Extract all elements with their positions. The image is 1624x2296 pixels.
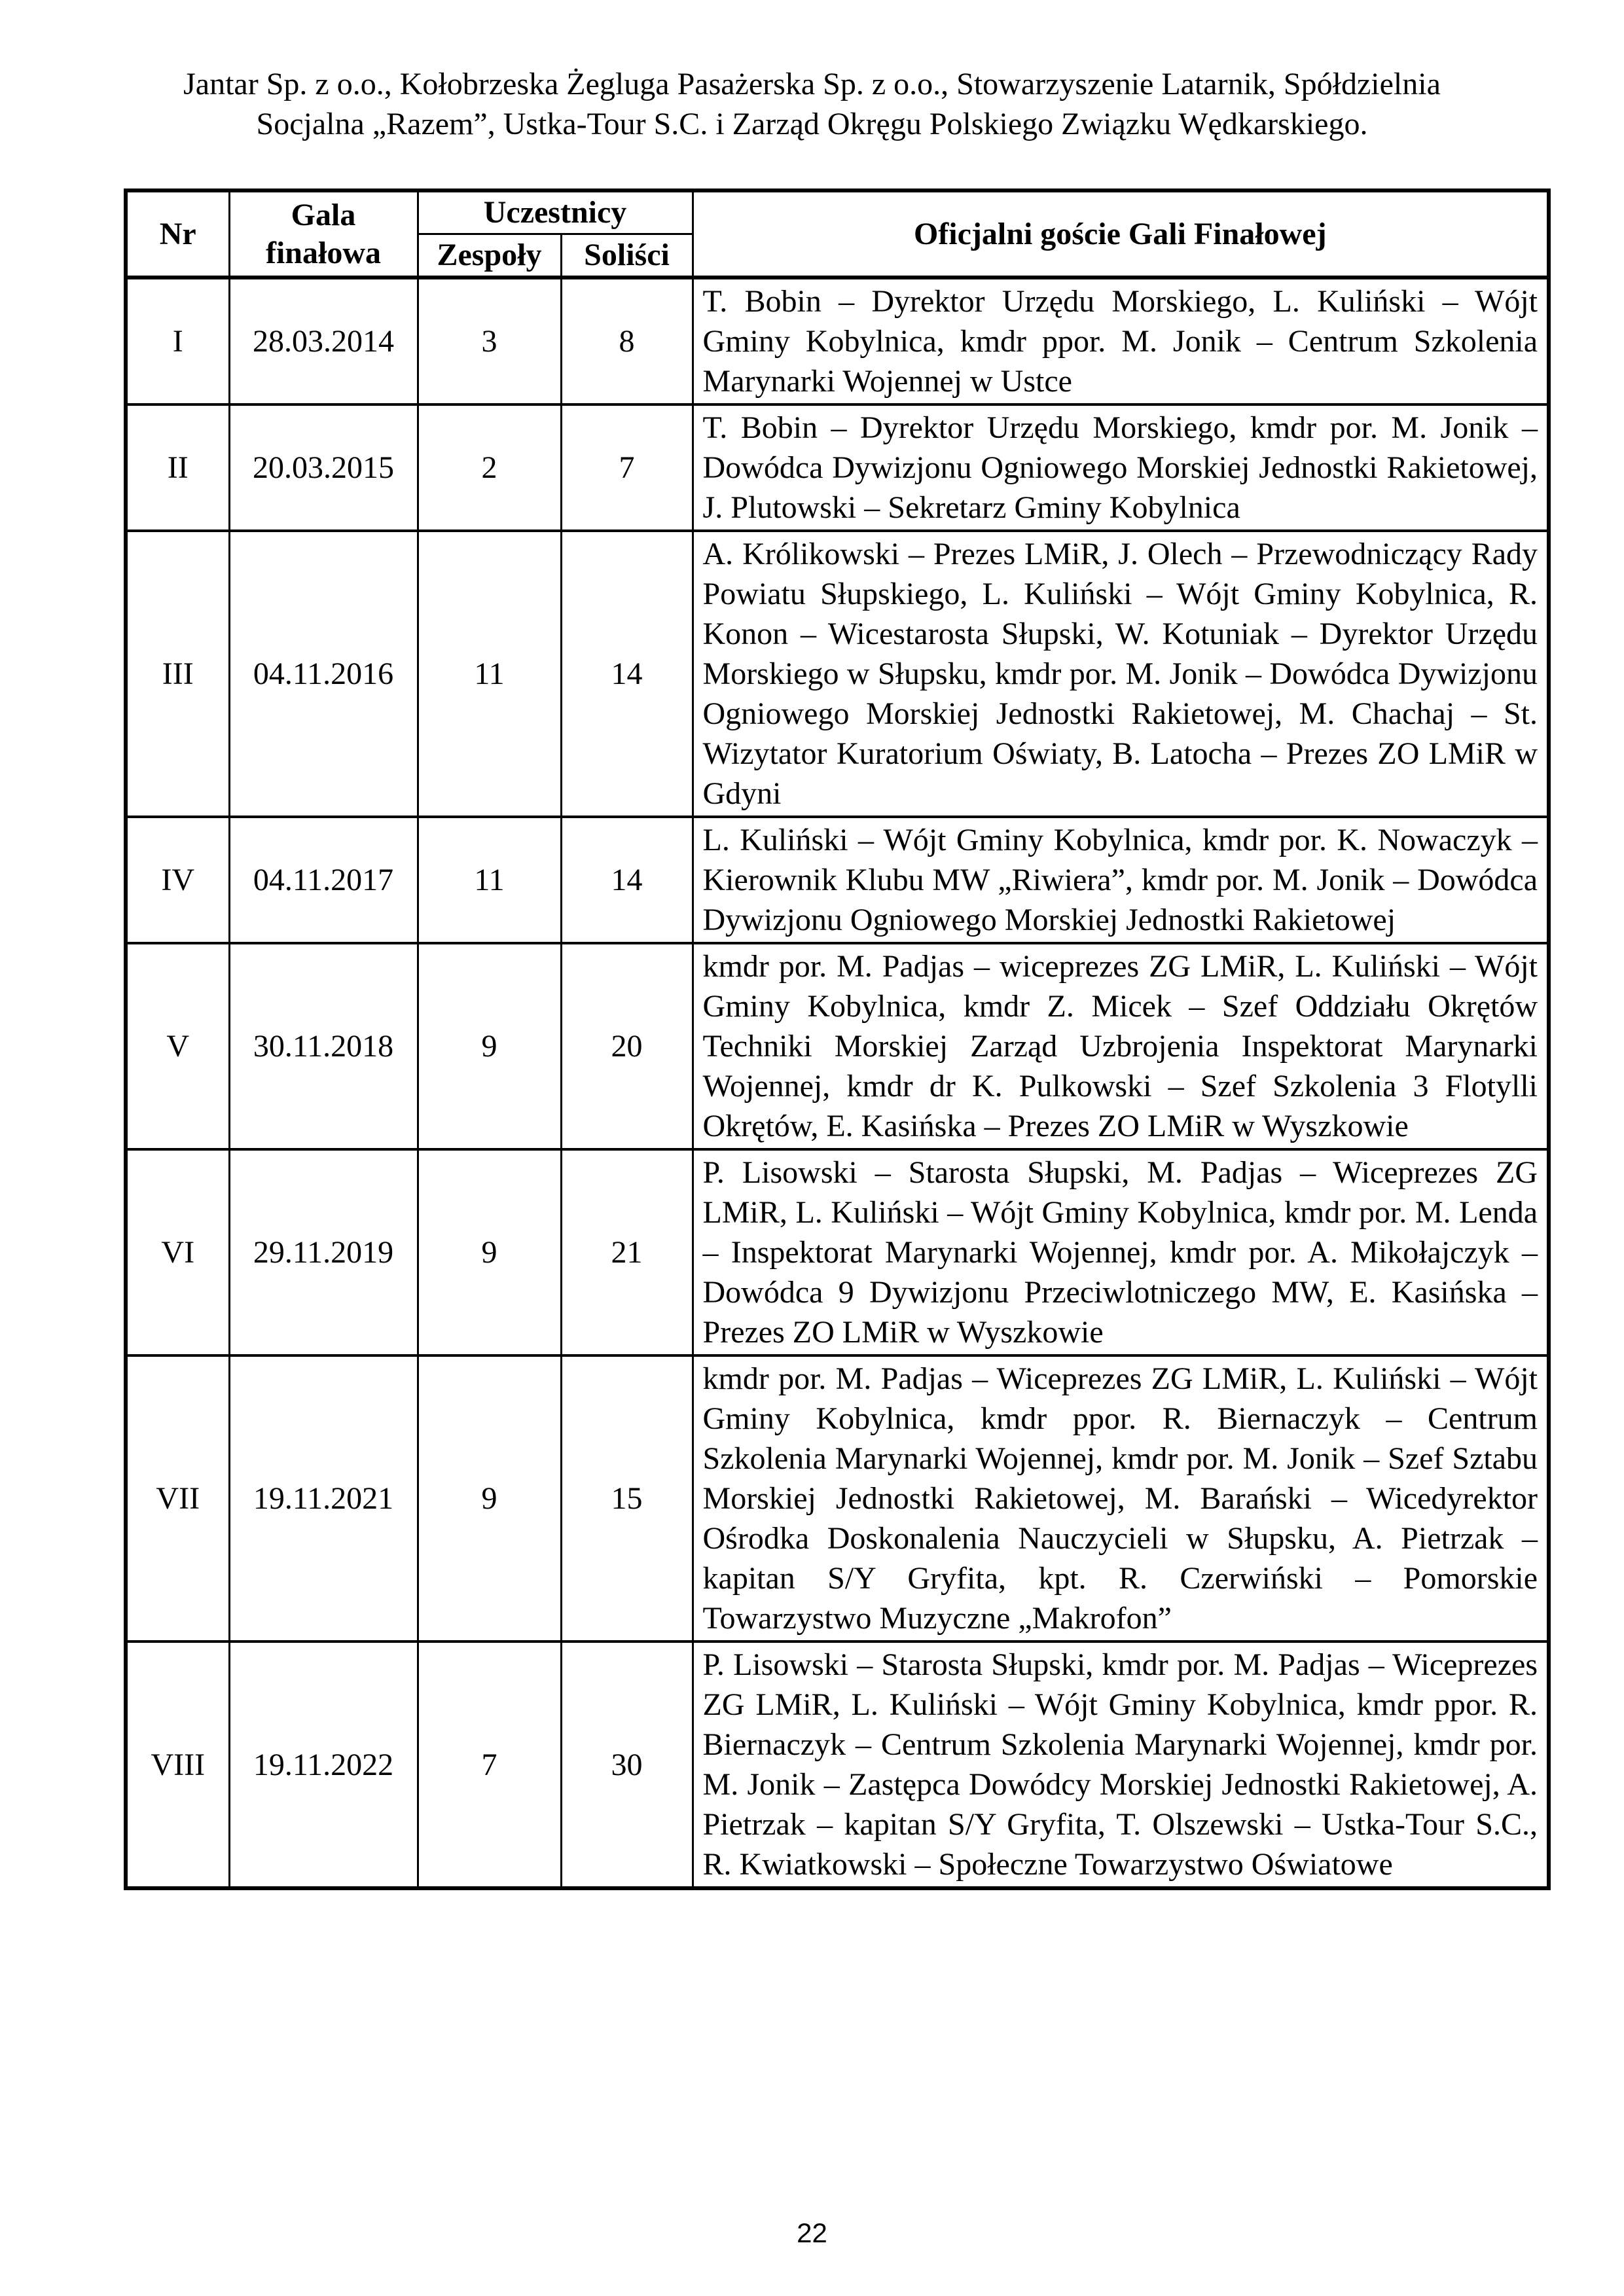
page-number: 22 (797, 2217, 827, 2248)
row-date: 19.11.2022 (229, 1641, 418, 1888)
table-header-row-1 (126, 190, 1549, 234)
table-row (126, 1641, 1549, 1888)
row-teams: 9 (418, 1149, 561, 1355)
row-guests: T. Bobin – Dyrektor Urzędu Morskiego, L. Kuliński – Wójt Gminy Kobylnica, kmdr ppor. M. Jonik – Centrum Szkolenia Marynarki Wojennej w Ustce (693, 278, 1549, 404)
table-row (126, 1355, 1549, 1641)
row-teams: 11 (418, 531, 561, 817)
row-guests: kmdr por. M. Padjas – Wiceprezes ZG LMiR, L. Kuliński – Wójt Gminy Kobylnica, kmdr ppor. R. Biernaczyk – Centrum Szkolenia Marynarki Wojennej, kmdr por. M. Jonik – Szef Sztabu Morskiej Jednostki Rakietowej, M. Barański – Wicedyrektor Ośrodka Doskonalenia Nauczycieli w Słupsku, A. Pietrzak – kapitan S/Y Gryfita, kpt. R. Czerwiński – Pomorskie Towarzystwo Muzyczne „Makrofon” (693, 1355, 1549, 1641)
row-nr: VIII (126, 1641, 229, 1888)
header-paragraph: Jantar Sp. z o.o., Kołobrzeska Żegluga Pasażerska Sp. z o.o., Stowarzyszenie Latarnik, Spółdzielnia Socjalna „Razem”, Ustka-Tour S.C. i Zarząd Okręgu Polskiego Związku Wędkarskiego. (183, 67, 1441, 141)
row-date: 20.03.2015 (229, 404, 418, 531)
header-goscie: Oficjalni goście Gali Finałowej (693, 190, 1549, 278)
header-uczestnicy: Uczestnicy (418, 190, 693, 234)
table-row (126, 278, 1549, 404)
row-teams: 3 (418, 278, 561, 404)
row-soloists: 21 (561, 1149, 693, 1355)
row-date: 04.11.2017 (229, 817, 418, 943)
row-soloists: 8 (561, 278, 693, 404)
table-row (126, 404, 1549, 531)
row-guests: P. Lisowski – Starosta Słupski, M. Padjas – Wiceprezes ZG LMiR, L. Kuliński – Wójt Gminy Kobylnica, kmdr por. M. Lenda – Inspektorat Marynarki Wojennej, kmdr por. A. Mikołajczyk – Dowódca 9 Dywizjonu Przeciwlotniczego MW, E. Kasińska – Prezes ZO LMiR w Wyszkowie (693, 1149, 1549, 1355)
row-date: 19.11.2021 (229, 1355, 418, 1641)
row-date: 29.11.2019 (229, 1149, 418, 1355)
row-soloists: 30 (561, 1641, 693, 1888)
row-soloists: 14 (561, 817, 693, 943)
row-nr: VII (126, 1355, 229, 1641)
row-teams: 7 (418, 1641, 561, 1888)
row-teams: 11 (418, 817, 561, 943)
row-teams: 9 (418, 1355, 561, 1641)
header-solisci: Soliści (561, 234, 693, 278)
row-date: 28.03.2014 (229, 278, 418, 404)
row-guests: P. Lisowski – Starosta Słupski, kmdr por. M. Padjas – Wiceprezes ZG LMiR, L. Kuliński – Wójt Gminy Kobylnica, kmdr ppor. R. Biernaczyk – Centrum Szkolenia Marynarki Wojennej, kmdr por. M. Jonik – Zastępca Dowódcy Morskiej Jednostki Rakietowej, A. Pietrzak – kapitan S/Y Gryfita, T. Olszewski – Ustka-Tour S.C., R. Kwiatkowski – Społeczne Towarzystwo Oświatowe (693, 1641, 1549, 1888)
row-nr: IV (126, 817, 229, 943)
row-soloists: 14 (561, 531, 693, 817)
row-soloists: 15 (561, 1355, 693, 1641)
row-guests: T. Bobin – Dyrektor Urzędu Morskiego, kmdr por. M. Jonik – Dowódca Dywizjonu Ogniowego Morskiej Jednostki Rakietowej, J. Plutowski – Sekretarz Gminy Kobylnica (693, 404, 1549, 531)
row-teams: 9 (418, 943, 561, 1149)
table-row (126, 817, 1549, 943)
table-row (126, 531, 1549, 817)
row-soloists: 20 (561, 943, 693, 1149)
row-guests: kmdr por. M. Padjas – wiceprezes ZG LMiR, L. Kuliński – Wójt Gminy Kobylnica, kmdr Z. Micek – Szef Oddziału Okrętów Techniki Morskiej Zarząd Uzbrojenia Inspektorat Marynarki Wojennej, kmdr dr K. Pulkowski – Szef Szkolenia 3 Flotylli Okrętów, E. Kasińska – Prezes ZO LMiR w Wyszkowie (693, 943, 1549, 1149)
gala-final-table (124, 188, 1551, 1890)
row-date: 30.11.2018 (229, 943, 418, 1149)
header-gala-finalowa: Gala finałowa (229, 190, 418, 278)
row-guests: A. Królikowski – Prezes LMiR, J. Olech – Przewodniczący Rady Powiatu Słupskiego, L. Kuliński – Wójt Gminy Kobylnica, R. Konon – Wicestarosta Słupski, W. Kotuniak – Dyrektor Urzędu Morskiego w Słupsku, kmdr por. M. Jonik – Dowódca Dywizjonu Ogniowego Morskiej Jednostki Rakietowej, M. Chachaj – St. Wizytator Kuratorium Oświaty, B. Latocha – Prezes ZO LMiR w Gdyni (693, 531, 1549, 817)
table-body (126, 278, 1549, 1888)
table-row (126, 943, 1549, 1149)
table-row (126, 1149, 1549, 1355)
row-nr: III (126, 531, 229, 817)
row-nr: VI (126, 1149, 229, 1355)
table-header (126, 190, 1549, 278)
row-teams: 2 (418, 404, 561, 531)
header-nr: Nr (126, 190, 229, 278)
row-soloists: 7 (561, 404, 693, 531)
row-date: 04.11.2016 (229, 531, 418, 817)
row-nr: II (126, 404, 229, 531)
row-guests: L. Kuliński – Wójt Gminy Kobylnica, kmdr por. K. Nowaczyk – Kierownik Klubu MW „Riwiera”, kmdr por. M. Jonik – Dowódca Dywizjonu Ogniowego Morskiej Jednostki Rakietowej (693, 817, 1549, 943)
header-zespoly: Zespoły (418, 234, 561, 278)
row-nr: V (126, 943, 229, 1149)
row-nr: I (126, 278, 229, 404)
